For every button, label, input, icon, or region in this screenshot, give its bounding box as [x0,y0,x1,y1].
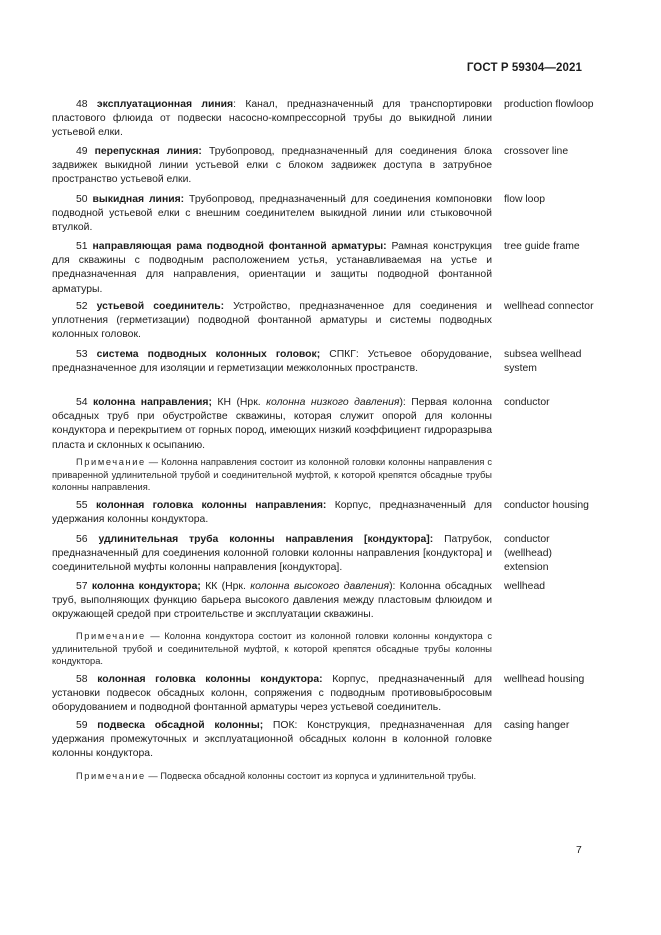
term-number: 58 [76,674,88,685]
term-english: tree guide frame [504,241,580,252]
term-deprecated: колонна высокого давления [250,581,390,592]
term-name: выкидная линия: [92,194,185,205]
term-text: СПКГ: Устьевое оборудование, предназначенное для изоляции и герметизации межколонных пространств. [52,349,493,375]
term-text: Устройство, предназначенное для соединения и уплотнения (герметизации) подводной фонтанной арматуры и системы подводных колонных головок. [52,301,492,341]
term-english: casing hanger [504,720,570,731]
term-name: направляющая рама подводной фонтанной арматуры: [92,241,387,252]
term-english: subsea wellhead system [504,349,582,375]
term-text: Рамная конструкция для скважины с подводным расположением устья, устанавливаемая на устье и предназначенная для направления, ориентации и защиты подводной фонтанной арматуры. [52,241,492,295]
term-number: 56 [76,534,88,545]
term-english: wellhead housing [504,674,585,685]
term-english: conductor (wellhead) extension [504,534,552,574]
term-definition [52,240,492,297]
document-header: ГОСТ Р 59304—2021 [466,62,582,74]
term-definition [52,719,492,762]
term-name: перепускная линия: [94,146,202,157]
term-text: Патрубок, предназначенный для соединения колонной головки колонны направления [кондуктора] и соединительной муфты колонны направления [кондуктора]. [52,534,492,574]
term-english: wellhead [504,581,546,592]
term-english: flow loop [504,194,546,205]
term-english: conductor housing [504,500,589,511]
note-dash: — [145,771,161,781]
term-name: устьевой соединитель: [96,301,225,312]
term-deprecated: колонна низкого давления [266,397,400,408]
term-text: ): Колонна обсадных труб, выполняющих функцию барьера высокого давления между пластовым флюидом и окружающей средой при строительстве и эксплуатации скважины. [52,581,492,621]
term-name: подвеска обсадной колонны; [97,720,264,731]
note-57 [52,630,492,668]
term-number: 48 [76,99,88,110]
term-english: conductor [504,397,550,408]
term-number: 49 [76,146,88,157]
term-name: система подводных колонных головок; [96,349,321,360]
note-label: Примечание [76,631,146,641]
term-text: ): Первая колонна обсадных труб при обустройстве скважины, которая служит опорой для колонны кондуктора и перекрытием от горных пород, имеющих низкий коэффициент гидроразрыва пласта и склонных к осыпанию. [52,397,493,451]
term-text: Канал, предназначенный для транспортировки пластового флюида от подвески насосно-компрессорной трубы до выкидной линии устьевой елки. [52,99,492,139]
term-definition [52,300,492,343]
term-definition [52,533,492,576]
term-number: 59 [76,720,88,731]
page-number: 7 [576,845,582,856]
term-text: Трубопровод, предназначенный для соединения блока задвижек выкидной линии устьевой елки с блоком задвижек доступа в затрубное пространство устьевой елки. [52,146,493,186]
term-definition [52,499,492,527]
term-text: Корпус, предназначенный для удержания колонны кондуктора. [52,500,493,526]
term-definition [52,98,492,141]
term-name: эксплуатационная линия [96,99,234,110]
term-name: колонна кондуктора; [91,581,201,592]
note-dash: — [145,457,162,467]
note-54 [52,456,492,494]
term-english: wellhead connector [504,301,594,312]
term-text: ПОК: Конструкция, предназначенная для удержания промежуточных и эксплуатационной обсадных колонн в колонной головке колонны кондуктора. [52,720,493,760]
term-definition [52,673,492,716]
term-definition [52,193,492,236]
note-label: Примечание [76,771,146,781]
term-number: 52 [76,301,88,312]
term-english: production flowloop [504,99,594,110]
term-definition [52,145,492,188]
term-definition [52,348,492,376]
note-text: Подвеска обсадной колонны состоит из корпуса и удлинительной трубы. [160,771,477,781]
term-text: Трубопровод, предназначенный для соединения компоновки подводной устьевой елки с внешним соединителем выкидной линии или стыковочной втулкой. [52,194,492,234]
term-separator: : [233,99,236,110]
note-text: Колонна кондуктора состоит из колонной головки колонны кондуктора с удлинительной трубой и соединительной муфтой, к которой крепятся обсадные трубы колонны кондуктора. [52,631,492,666]
term-number: 55 [76,500,88,511]
note-dash: — [145,631,165,641]
term-number: 53 [76,349,88,360]
note-label: Примечание [76,457,146,467]
term-number: 51 [76,241,88,252]
term-number: 54 [76,397,88,408]
term-name: удлинительная труба колонны направления [кондуктора]: [98,534,434,545]
term-abbr: КН (Нрк. [211,397,267,408]
term-number: 57 [76,581,88,592]
term-definition [52,396,492,453]
term-abbr: КК (Нрк. [200,581,251,592]
note-text: Колонна направления состоит из колонной головки колонны направления с приваренной удлинительной трубой и соединительной муфтой, к которой крепятся обсадные трубы колонны направления. [52,457,493,492]
term-text: Корпус, предназначенный для установки подвесок обсадных колонн, сопряжения с подводным противовыбросовым оборудованием и подводной фонтанной арматуры через устьевой соединитель. [52,674,493,714]
term-definition [52,580,492,623]
term-name: колонная головка колонны направления: [95,500,327,511]
term-english: crossover line [504,146,569,157]
term-name: колонная головка колонны кондуктора: [97,674,323,685]
note-59 [52,770,492,783]
term-name: колонна направления; [93,397,212,408]
term-number: 50 [76,194,88,205]
